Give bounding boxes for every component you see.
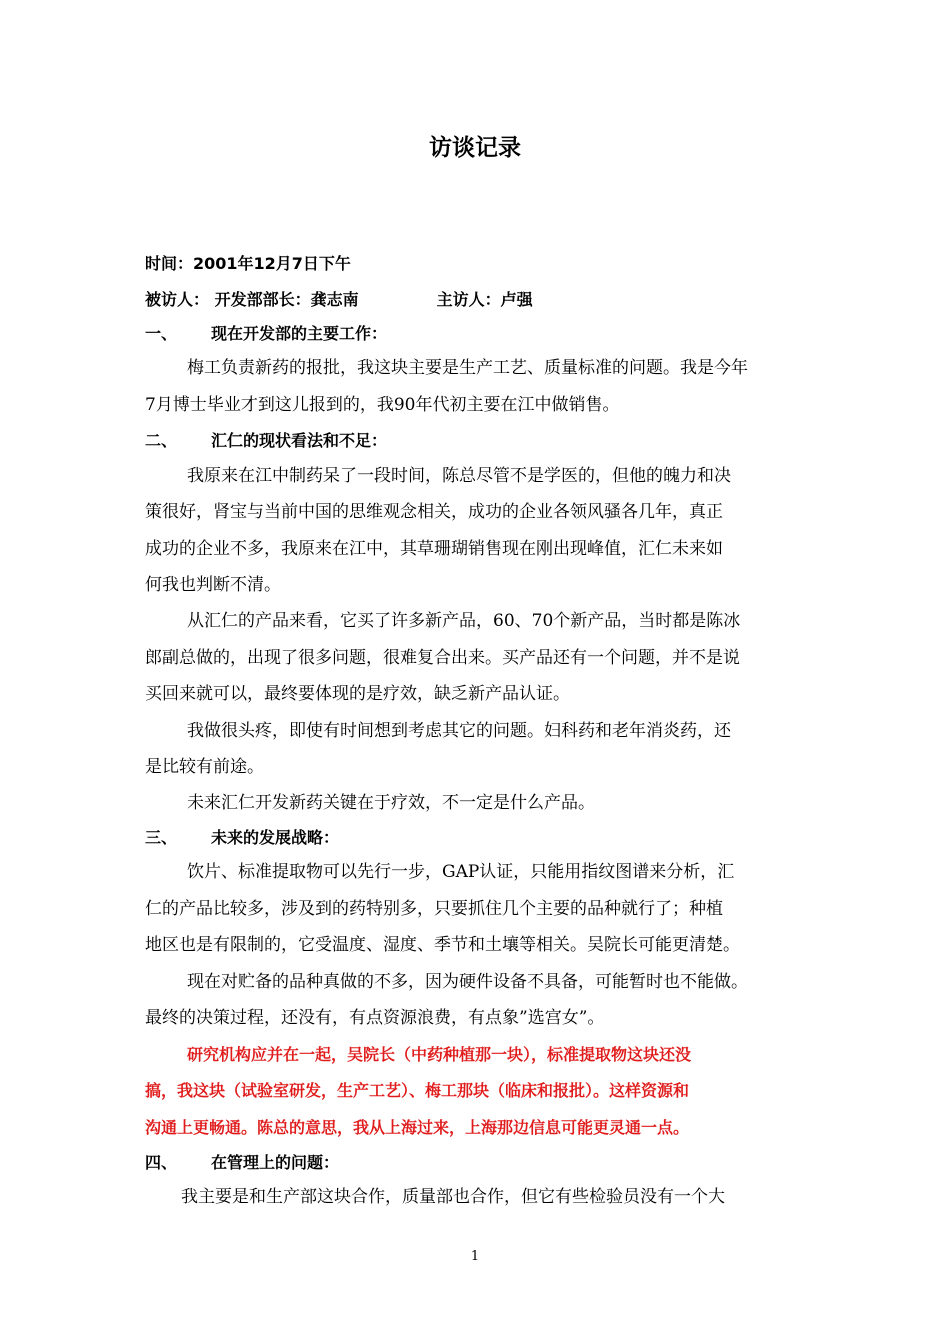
highlighted-paragraph-line: 研究机构应并在一起，吴院长（中药种植那一块），标准提取物这块还没 [187,1045,692,1064]
paragraph-line: 7月博士毕业才到这儿报到的，我90年代初主要在江中做销售。 [145,395,620,415]
paragraph-line: 策很好，肾宝与当前中国的思维观念相关，成功的企业各领风骚各几年，真正 [145,502,723,522]
paragraph-line: 现在对贮备的品种真做的不多，因为硬件设备不具备，可能暂时也不能做。 [187,972,748,992]
document-title: 访谈记录 [429,135,521,161]
paragraph-line: 买回来就可以，最终要体现的是疗效，缺乏新产品认证。 [145,684,570,704]
interviewee-line [145,288,533,312]
paragraph-line: 我主要是和生产部这块合作，质量部也合作，但它有些检验员没有一个大 [181,1187,725,1207]
section-heading-4: 四、 在管理上的问题： [145,1153,340,1172]
paragraph-line: 郎副总做的，出现了很多问题，很难复合出来。买产品还有一个问题，并不是说 [145,648,740,668]
page-number: 1 [470,1249,480,1264]
paragraph-line: 成功的企业不多，我原来在江中，其草珊瑚销售现在刚出现峰值，汇仁未来如 [145,539,723,559]
paragraph-line: 我原来在江中制药呆了一段时间，陈总尽管不是学医的，但他的魄力和决 [187,466,731,486]
interview-time: 时间：2001年12月7日下午 [145,254,351,273]
paragraph-line: 未来汇仁开发新药关键在于疗效，不一定是什么产品。 [187,793,595,813]
paragraph-line: 梅工负责新药的报批，我这块主要是生产工艺、质量标准的问题。我是今年 [187,358,748,378]
section-heading-3: 三、 未来的发展战略： [145,828,340,847]
interviewer: 主访人：卢强 [436,290,533,309]
paragraph-line: 仁的产品比较多，涉及到的药特别多，只要抓住几个主要的品种就行了；种植 [145,899,723,919]
paragraph-line: 我做很头疼，即使有时间想到考虑其它的问题。妇科药和老年消炎药，还 [187,721,731,741]
section-heading-1: 一、 现在开发部的主要工作： [145,324,388,343]
paragraph-line: 最终的决策过程，还没有，有点资源浪费，有点象”选宫女”。 [145,1008,605,1028]
paragraph-line: 何我也判断不清。 [145,575,281,595]
paragraph-line: 是比较有前途。 [145,757,264,777]
section-heading-2: 二、 汇仁的现状看法和不足： [145,431,388,450]
highlighted-paragraph-line: 搞，我这块（试验室研发，生产工艺）、梅工那块（临床和报批）。这样资源和 [145,1081,690,1100]
paragraph-line: 地区也是有限制的，它受温度、湿度、季节和土壤等相关。吴院长可能更清楚。 [145,935,740,955]
interviewee: 被访人： 开发部部长：龚志南 [145,290,359,309]
highlighted-paragraph-line: 沟通上更畅通。陈总的意思，我从上海过来，上海那边信息可能更灵通一点。 [145,1118,690,1137]
paragraph-line: 饮片、标准提取物可以先行一步，GAP认证，只能用指纹图谱来分析，汇 [187,862,735,882]
paragraph-line: 从汇仁的产品来看，它买了许多新产品，60、70个新产品，当时都是陈冰 [187,611,741,631]
